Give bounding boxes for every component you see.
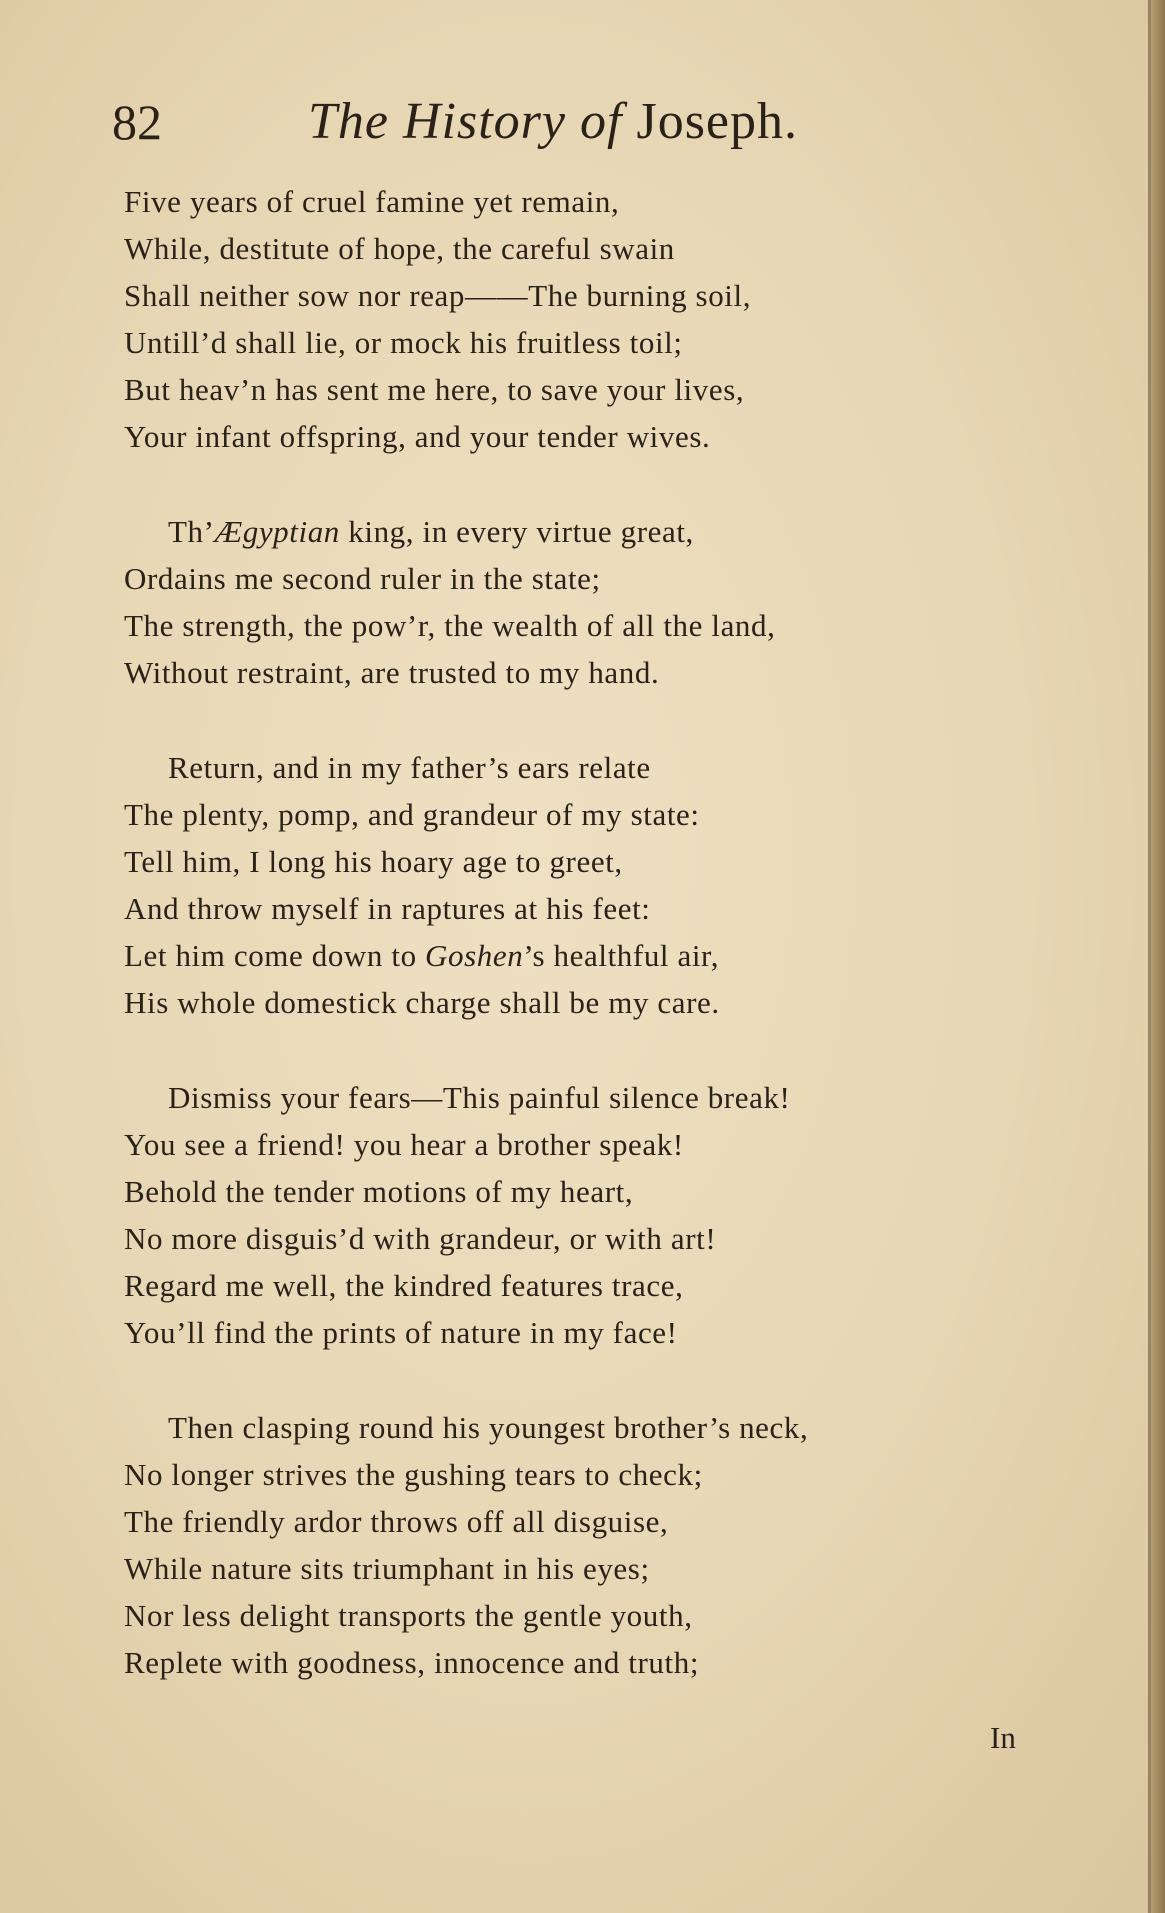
page-edge-shadow: [1148, 0, 1151, 1913]
page-edge: [1151, 0, 1165, 1913]
verse-line-after: king, in every virtue great,: [339, 514, 694, 549]
verse-line: Untill’d shall lie, or mock his fruitless toil;: [124, 325, 683, 360]
running-title-italic: The History of: [308, 93, 623, 150]
verse-line: And throw myself in raptures at his feet:: [124, 891, 651, 926]
verse-line-before: Let him come down to: [124, 938, 426, 973]
verse-line: You see a friend! you hear a brother speak!: [124, 1127, 684, 1162]
poem-text: [124, 178, 984, 1734]
page-header: [112, 88, 952, 158]
italic-word: Goshen: [425, 938, 524, 973]
verse-line-before: Th’: [168, 514, 215, 549]
verse-line: [124, 508, 984, 555]
verse-line-after: ’s healthful air,: [523, 938, 720, 973]
verse-line: Then clasping round his youngest brother’s neck,: [168, 1410, 809, 1445]
verse-line: Shall neither sow nor reap——The burning soil,: [124, 278, 752, 313]
stanza-5: [124, 1404, 984, 1686]
verse-line: Replete with goodness, innocence and truth;: [124, 1645, 700, 1680]
verse-line: Five years of cruel famine yet remain,: [124, 184, 620, 219]
stanza-3: [124, 744, 984, 1026]
stanza-1: [124, 178, 984, 460]
verse-line: Dismiss your fears—This painful silence break!: [168, 1080, 791, 1115]
verse-line: The friendly ardor throws off all disguise,: [124, 1504, 669, 1539]
verse-line: Ordains me second ruler in the state;: [124, 561, 601, 596]
page-number: 82: [112, 94, 162, 150]
verse-line: While nature sits triumphant in his eyes;: [124, 1551, 650, 1586]
italic-word: Ægyptian: [214, 514, 340, 549]
running-title: [308, 92, 798, 152]
verse-line: You’ll find the prints of nature in my face!: [124, 1315, 678, 1350]
running-title-roman: Joseph.: [636, 93, 799, 150]
verse-line: But heav’n has sent me here, to save your lives,: [124, 372, 745, 407]
verse-line: [124, 932, 984, 979]
verse-line: No longer strives the gushing tears to check;: [124, 1457, 703, 1492]
verse-line: Return, and in my father’s ears relate: [168, 750, 651, 785]
verse-line: Without restraint, are trusted to my hand.: [124, 655, 660, 690]
verse-line: The strength, the pow’r, the wealth of all the land,: [124, 608, 776, 643]
stanza-2: [124, 508, 984, 696]
verse-line: Behold the tender motions of my heart,: [124, 1174, 634, 1209]
verse-line: His whole domestick charge shall be my care.: [124, 985, 720, 1020]
catchword: In: [990, 1720, 1016, 1755]
verse-line: While, destitute of hope, the careful swain: [124, 231, 675, 266]
verse-line: Tell him, I long his hoary age to greet,: [124, 844, 623, 879]
stanza-4: [124, 1074, 984, 1356]
verse-line: Regard me well, the kindred features trace,: [124, 1268, 684, 1303]
verse-line: Nor less delight transports the gentle youth,: [124, 1598, 693, 1633]
verse-line: The plenty, pomp, and grandeur of my state:: [124, 797, 700, 832]
verse-line: Your infant offspring, and your tender wives.: [124, 419, 711, 454]
verse-line: No more disguis’d with grandeur, or with art!: [124, 1221, 717, 1256]
